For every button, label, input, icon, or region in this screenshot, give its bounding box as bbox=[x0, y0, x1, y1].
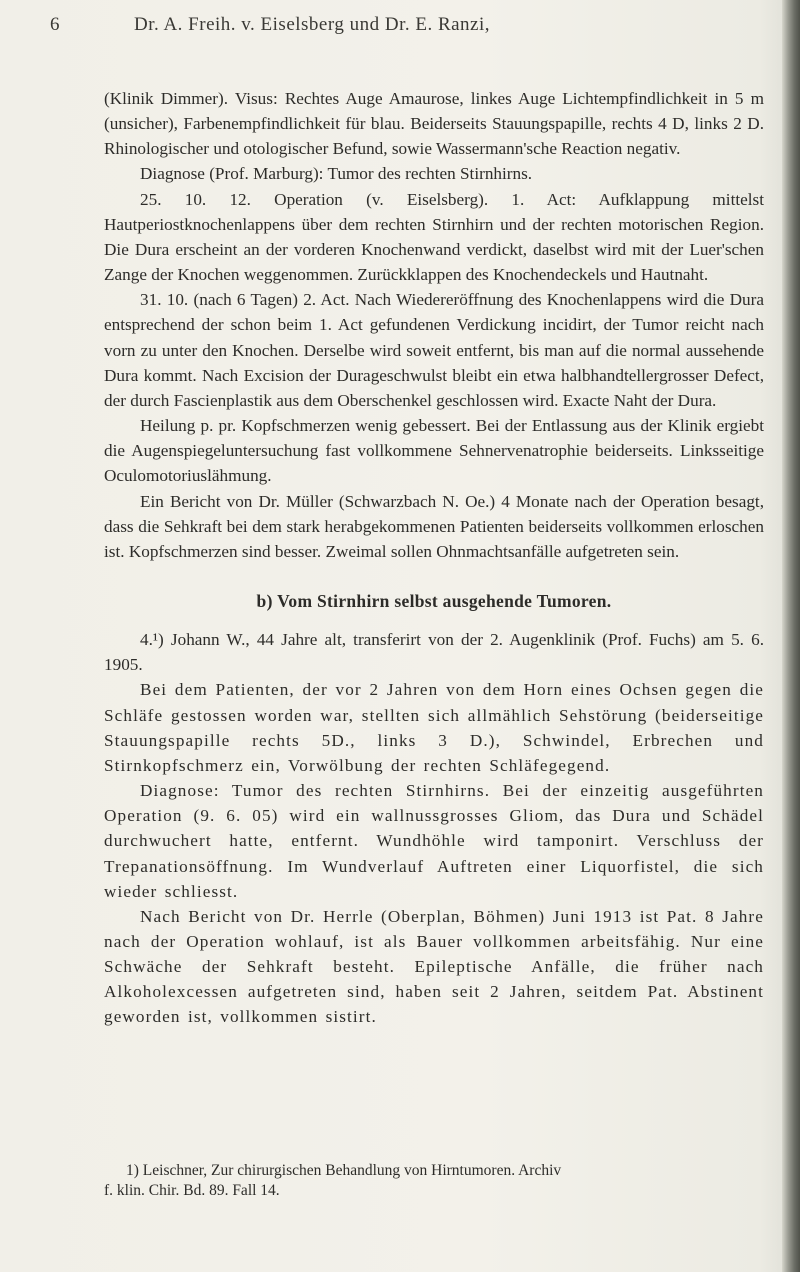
paragraph: 25. 10. 12. Operation (v. Eiselsberg). 1. Act: Aufklappung mittelst Hautperiostknochenlappens über dem rechten Stirnhirn und der rechten motorischen Region. Die Dura erscheint an der vorderen Knochenwand verdickt, daselbst wird mit der Luer'schen Zange der Knochen weggenommen. Zurückklappen des Knochendeckels und Hautnaht. bbox=[104, 189, 764, 285]
paragraph: 4.¹) Johann W., 44 Jahre alt, transferirt von der 2. Augenklinik (Prof. Fuchs) am 5. 6. 1905. bbox=[104, 630, 764, 675]
paragraph: Bei dem Patienten, der vor 2 Jahren von dem Horn eines Ochsen gegen die Schläfe gestossen worden war, stellten sich allmählich Sehstörung (beiderseitige Stauungspapille rechts 5D., links 3 D.), Schwindel, Erbrechen und Stirnkopfschmerz ein, Vorwölbung der rechten Schläfegegend. bbox=[104, 680, 764, 775]
paragraph: Nach Bericht von Dr. Herrle (Oberplan, Böhmen) Juni 1913 ist Pat. 8 Jahre nach der Operation wohlauf, ist als Bauer vollkommen arbeitsfähig. Nur eine Schwäche der Sehkraft besteht. Epileptische Anfälle, die früher nach Alkoholexcessen aufgetreten sind, haben seit 2 Jahren, seitdem Pat. Abstinent geworden ist, vollkommen sistirt. bbox=[104, 906, 764, 1027]
body-text bbox=[104, 86, 764, 1030]
footnotes bbox=[104, 1161, 764, 1201]
running-header bbox=[50, 8, 730, 42]
footnote: 1) Leischner, Zur chirurgischen Behandlung von Hirntumoren. Archiv bbox=[126, 1162, 562, 1179]
section-heading: b) Vom Stirnhirn selbst ausgehende Tumoren. bbox=[256, 590, 612, 611]
paragraph: 31. 10. (nach 6 Tagen) 2. Act. Nach Wiedereröffnung des Knochenlappens wird die Dura entsprechend der schon beim 1. Act gefundenen Verdickung incidirt, der Tumor reicht nach vorn zu unter den Knochen. Derselbe wird soweit entfernt, bis man auf die normal aussehende Dura kommt. Nach Excision der Durageschwulst bleibt ein etwa halbhandtellergrosser Defect, der durch Fascienplastik aus dem Oberschenkel geschlossen wird. Exacte Naht der Dura. bbox=[104, 290, 764, 410]
running-title: Dr. A. Freih. v. Eiselsberg und Dr. E. Ranzi, bbox=[134, 14, 491, 35]
page-number: 6 bbox=[50, 14, 60, 35]
paragraph: Diagnose (Prof. Marburg): Tumor des rechten Stirnhirns. bbox=[140, 164, 533, 184]
paragraph: Diagnose: Tumor des rechten Stirnhirns. Bei der einzeitig ausgeführten Operation (9. 6. 05) wird ein wallnussgrosses Gliom, das Dura und Schädel durchwuchert hatte, entfernt. Wundhöhle wird tamponirt. Verschluss der Trepanationsöffnung. Im Wundverlauf Auftreten einer Liquorfistel, die sich wieder schliesst. bbox=[104, 781, 764, 901]
paragraph: Ein Bericht von Dr. Müller (Schwarzbach N. Oe.) 4 Monate nach der Operation besagt, dass die Sehkraft bei dem stark herabgekommenen Patienten beiderseits vollkommen erloschen ist. Kopfschmerzen sind besser. Zweimal sollen Ohnmachtsanfälle aufgetreten sein. bbox=[104, 491, 764, 561]
paragraph: Heilung p. pr. Kopfschmerzen wenig gebessert. Bei der Entlassung aus der Klinik ergiebt die Augenspiegeluntersuchung fast vollkommene Sehnervenatrophie beiderseits. Linksseitige Oculomotoriuslähmung. bbox=[104, 416, 764, 486]
paragraph: (Klinik Dimmer). Visus: Rechtes Auge Amaurose, linkes Auge Lichtempfindlichkeit in 5 m (unsicher), Farbenempfindlichkeit für blau. Beiderseits Stauungspapille, rechts 4 D, links 2 D. Rhinologischer und otologischer Befund, sowie Wassermann'sche Reaction negativ. bbox=[104, 89, 764, 159]
footnote-continuation: f. klin. Chir. Bd. 89. Fall 14. bbox=[104, 1182, 280, 1199]
page-edge-shadow bbox=[782, 0, 800, 1272]
